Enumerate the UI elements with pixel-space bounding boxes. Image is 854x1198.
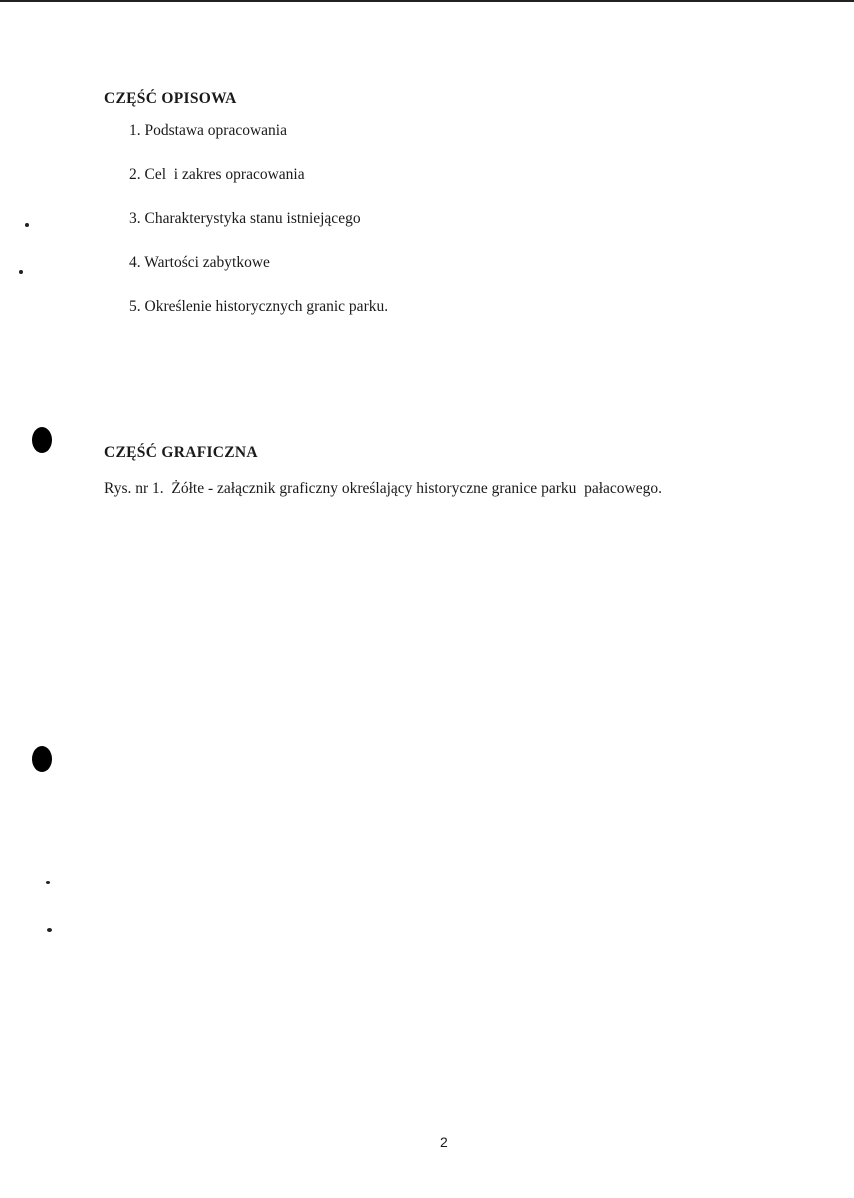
page-number: 2: [440, 1134, 448, 1150]
section-heading-descriptive: CZĘŚĆ OPISOWA: [104, 90, 237, 107]
drawing-entry: Rys. nr 1. Żółte - załącznik graficzny określający historyczne granice parku pałacowego.: [104, 480, 662, 497]
scan-speck: [47, 928, 52, 932]
scan-speck: [25, 223, 29, 227]
scan-top-edge: [0, 0, 854, 2]
list-item: 1. Podstawa opracowania: [129, 122, 287, 139]
list-item: 2. Cel i zakres opracowania: [129, 166, 305, 183]
section-heading-graphic: CZĘŚĆ GRAFICZNA: [104, 444, 258, 461]
punch-hole: [32, 746, 52, 772]
list-item: 5. Określenie historycznych granic parku.: [129, 298, 389, 315]
list-item: 4. Wartości zabytkowe: [129, 254, 270, 271]
scan-speck: [19, 270, 23, 274]
list-item: 3. Charakterystyka stanu istniejącego: [129, 210, 361, 227]
punch-hole: [32, 427, 52, 453]
descriptive-contents-list: [129, 121, 388, 341]
scan-speck: [46, 881, 50, 884]
